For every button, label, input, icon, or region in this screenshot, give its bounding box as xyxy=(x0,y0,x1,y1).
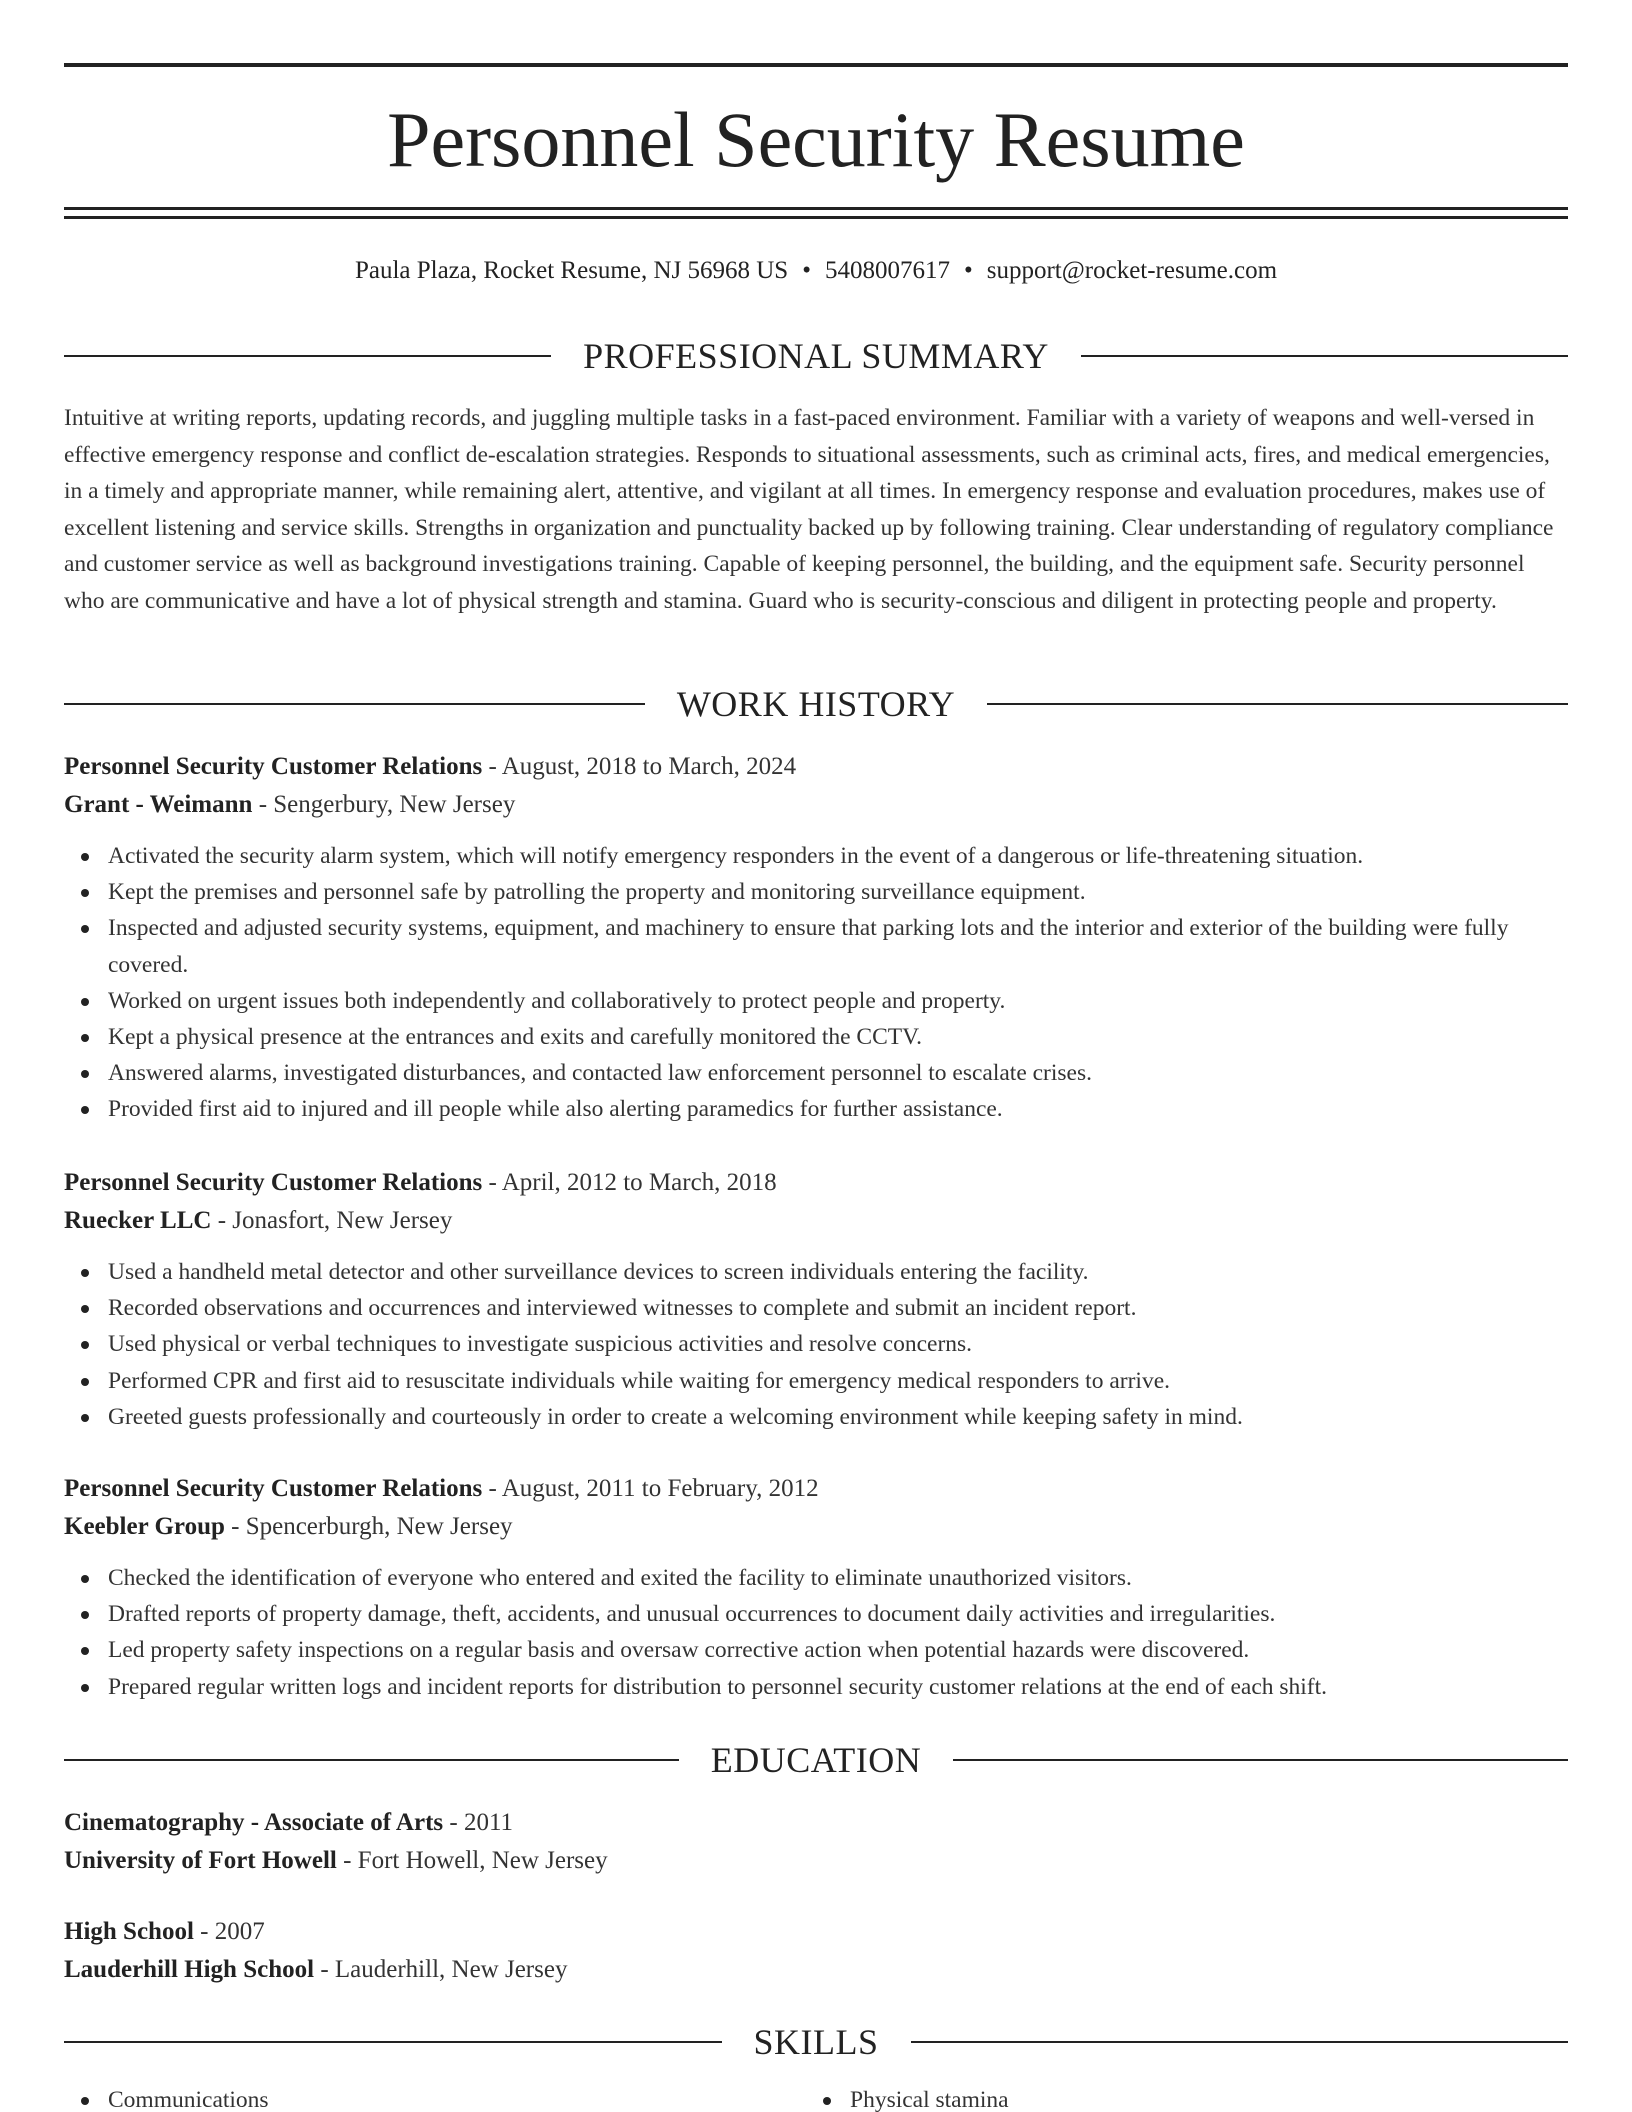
job-company-line xyxy=(64,1508,1568,1546)
job-company: Ruecker LLC xyxy=(64,1207,212,1234)
contact-line xyxy=(64,254,1568,288)
job-entry xyxy=(64,748,1568,1128)
section-heading-summary xyxy=(64,334,1568,378)
education-degree: High School xyxy=(64,1918,194,1945)
job-bullet: Kept a physical presence at the entrances and exits and carefully monitored the CCTV. xyxy=(64,1019,1568,1055)
education-degree: Cinematography - Associate of Arts xyxy=(64,1809,444,1836)
education-school: Lauderhill High School xyxy=(64,1956,315,1983)
section-heading-work xyxy=(64,682,1568,726)
job-bullet: Drafted reports of property damage, theft, accidents, and unusual occurrences to document daily activities and irregularities. xyxy=(64,1596,1568,1632)
job-bullet: Prepared regular written logs and incident reports for distribution to personnel security customer relations at the end of each shift. xyxy=(64,1669,1568,1705)
education-school: University of Fort Howell xyxy=(64,1847,337,1874)
education-location: - Lauderhill, New Jersey xyxy=(314,1956,568,1983)
summary-text: Intuitive at writing reports, updating records, and juggling multiple tasks in a fast-paced environment. Familiar with a variety of weapons and well-versed in effective emergency response and conflict de-escalation strategies. Responds to situational assessments, such as criminal acts, fires, and medical emergencies, in a timely and appropriate manner, while remaining alert, attentive, and vigilant at all times. In emergency response and evaluation procedures, makes use of excellent listening and service skills. Strengths in organization and punctuality backed up by following training. Clear understanding of regulatory compliance and customer service as well as background investigations training. Capable of keeping personnel, the building, and the equipment safe. Security personnel who are communicative and have a lot of physical strength and stamina. Guard who is security-conscious and diligent in protecting people and property. xyxy=(64,405,1554,614)
heading-rule xyxy=(987,703,1568,705)
contact-separator: • xyxy=(802,257,811,284)
job-location: - Spencerburgh, New Jersey xyxy=(224,1513,513,1540)
job-bullets xyxy=(64,1254,1568,1435)
resume-title: Personnel Security Resume xyxy=(387,96,1245,183)
job-location: - Jonasfort, New Jersey xyxy=(211,1207,453,1234)
skill-item: Communications xyxy=(64,2082,806,2112)
title-rule-upper xyxy=(64,207,1568,210)
education-entry xyxy=(64,1913,1568,1989)
job-title: Personnel Security Customer Relations xyxy=(64,753,483,780)
contact-address: Paula Plaza, Rocket Resume, NJ 56968 US xyxy=(354,257,789,284)
job-title: Personnel Security Customer Relations xyxy=(64,1169,483,1196)
job-company: Keebler Group xyxy=(64,1513,225,1540)
section-title: PROFESSIONAL SUMMARY xyxy=(583,336,1049,376)
job-title-line xyxy=(64,1470,1568,1508)
job-title-line xyxy=(64,748,1568,786)
education-year: - 2011 xyxy=(443,1809,514,1836)
job-bullet: Answered alarms, investigated disturbances, and contacted law enforcement personnel to escalate crises. xyxy=(64,1055,1568,1091)
skills-column-right xyxy=(806,2082,1548,2112)
job-entry xyxy=(64,1164,1568,1435)
job-company-line xyxy=(64,786,1568,824)
skills-list xyxy=(64,2082,1568,2112)
education-school-line xyxy=(64,1842,1568,1880)
heading-rule xyxy=(64,703,645,705)
job-bullet: Used physical or verbal techniques to investigate suspicious activities and resolve concerns. xyxy=(64,1326,1568,1362)
skills-column-left xyxy=(64,2082,806,2112)
job-company: Grant - Weimann xyxy=(64,791,253,818)
contact-separator: • xyxy=(963,257,973,284)
job-title: Personnel Security Customer Relations xyxy=(64,1475,483,1502)
job-bullet: Led property safety inspections on a regular basis and oversaw corrective action when potential hazards were discovered. xyxy=(64,1632,1568,1668)
job-bullet: Kept the premises and personnel safe by patrolling the property and monitoring surveillance equipment. xyxy=(64,874,1568,910)
job-bullet: Recorded observations and occurrences and interviewed witnesses to complete and submit an incident report. xyxy=(64,1290,1568,1326)
heading-rule xyxy=(911,2041,1569,2043)
job-bullet: Greeted guests professionally and courteously in order to create a welcoming environment while keeping safety in mind. xyxy=(64,1399,1568,1435)
heading-rule xyxy=(953,1759,1568,1761)
education-location: - Fort Howell, New Jersey xyxy=(336,1847,608,1874)
job-bullet: Used a handheld metal detector and other surveillance devices to screen individuals entering the facility. xyxy=(64,1254,1568,1290)
education-year: - 2007 xyxy=(193,1918,265,1945)
heading-rule xyxy=(1081,355,1568,357)
job-bullets xyxy=(64,1560,1568,1705)
job-bullet: Performed CPR and first aid to resuscitate individuals while waiting for emergency medical responders to arrive. xyxy=(64,1363,1568,1399)
job-entry xyxy=(64,1470,1568,1705)
contact-phone: 5408007617 xyxy=(824,257,950,284)
job-bullet: Checked the identification of everyone who entered and exited the facility to eliminate unauthorized visitors. xyxy=(64,1560,1568,1596)
heading-rule xyxy=(64,1759,679,1761)
job-dates: - April, 2012 to March, 2018 xyxy=(482,1169,777,1196)
job-dates: - August, 2011 to February, 2012 xyxy=(482,1475,819,1502)
section-title: WORK HISTORY xyxy=(676,684,956,724)
job-title-line xyxy=(64,1164,1568,1202)
section-heading-skills xyxy=(64,2020,1568,2064)
education-degree-line xyxy=(64,1804,1568,1842)
job-company-line xyxy=(64,1202,1568,1240)
section-title: SKILLS xyxy=(753,2022,879,2062)
job-bullet: Inspected and adjusted security systems, equipment, and machinery to ensure that parking lots and the interior and exterior of the building were fully covered. xyxy=(64,910,1568,982)
job-bullets xyxy=(64,838,1568,1128)
section-heading-education xyxy=(64,1738,1568,1782)
education-school-line xyxy=(64,1951,1568,1989)
heading-rule xyxy=(64,355,551,357)
job-location: - Sengerbury, New Jersey xyxy=(252,791,516,818)
title-rule-lower xyxy=(64,216,1568,219)
education-degree-line xyxy=(64,1913,1568,1951)
top-rule xyxy=(64,63,1568,67)
contact-email: support@rocket-resume.com xyxy=(986,257,1278,284)
skill-item: Physical stamina xyxy=(806,2082,1548,2112)
job-bullet: Provided first aid to injured and ill people while also alerting paramedics for further assistance. xyxy=(64,1091,1568,1127)
job-bullet: Activated the security alarm system, which will notify emergency responders in the event of a dangerous or life-threatening situation. xyxy=(64,838,1568,874)
job-dates: - August, 2018 to March, 2024 xyxy=(482,753,797,780)
section-title: EDUCATION xyxy=(710,1740,922,1780)
job-bullet: Worked on urgent issues both independently and collaboratively to protect people and property. xyxy=(64,983,1568,1019)
education-entry xyxy=(64,1804,1568,1880)
heading-rule xyxy=(64,2041,722,2043)
